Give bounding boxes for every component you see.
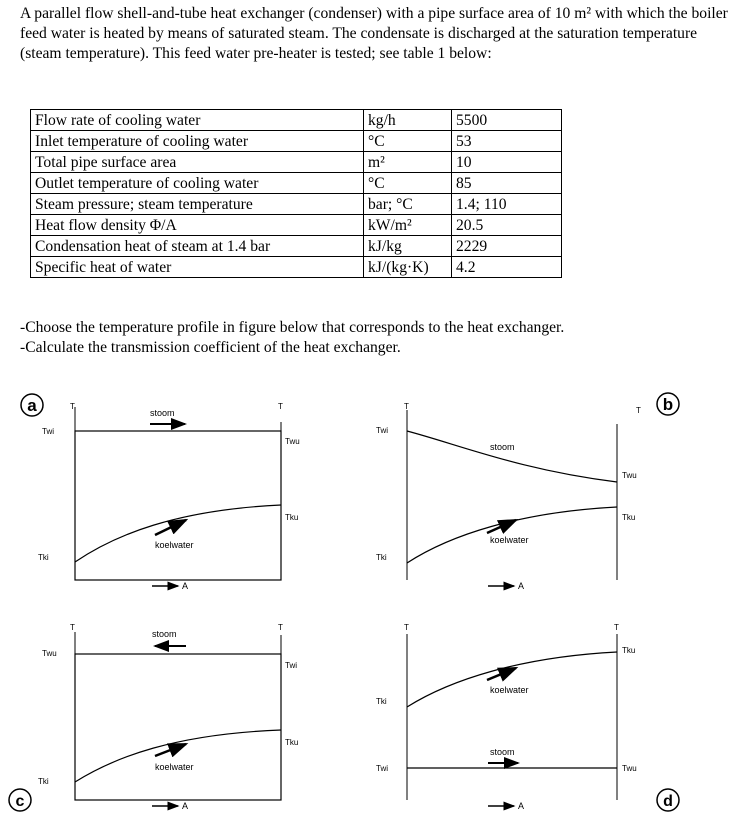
axis-label: T	[404, 623, 409, 632]
coolwater-flow-arrow	[487, 668, 516, 680]
temp-label-twu: Twu	[285, 437, 300, 446]
steam-label: stoom	[490, 442, 515, 452]
badge-a-label: a	[27, 396, 37, 415]
chart-frame	[75, 654, 281, 800]
coolwater-flow-arrow	[155, 520, 186, 535]
temp-label-twu: Twu	[622, 764, 637, 773]
task-item: -Calculate the transmission coefficient of the heat exchanger.	[20, 339, 401, 356]
table-cell-quantity: Outlet temperature of cooling water	[31, 173, 364, 194]
table-row	[31, 131, 562, 152]
coolwater-curve	[407, 652, 617, 707]
table-cell-value: 85	[452, 173, 562, 194]
coolwater-curve	[75, 505, 281, 562]
table-cell-unit: °C	[364, 131, 452, 152]
table-cell-quantity: Heat flow density Φ/A	[31, 215, 364, 236]
temp-label-twi: Twi	[376, 764, 388, 773]
table-cell-quantity: Total pipe surface area	[31, 152, 364, 173]
table-cell-value: 4.2	[452, 257, 562, 278]
table-row	[31, 194, 562, 215]
temp-label-tku: Tku	[285, 513, 299, 522]
table-cell-quantity: Inlet temperature of cooling water	[31, 131, 364, 152]
badge-c-label: c	[15, 793, 25, 810]
table-cell-unit: kJ/kg	[364, 236, 452, 257]
table-row	[31, 173, 562, 194]
coolwater-label: koelwater	[490, 535, 529, 545]
temp-label-tku: Tku	[285, 738, 299, 747]
problem-statement: A parallel flow shell-and-tube heat exchanger (condenser) with a pipe surface area of 10 m² with which the boiler feed water is heated by means of saturated steam. The condensate is discharged at the saturation temperature (steam temperature). This feed water pre-heater is tested; see table 1 below:	[20, 5, 728, 62]
table-cell-unit: kW/m²	[364, 215, 452, 236]
axis-label: T	[404, 402, 409, 411]
table-cell-quantity: Condensation heat of steam at 1.4 bar	[31, 236, 364, 257]
table-cell-unit: kg/h	[364, 110, 452, 131]
table-cell-unit: °C	[364, 173, 452, 194]
axis-label: T	[70, 402, 75, 411]
table-row	[31, 236, 562, 257]
table-row	[31, 257, 562, 278]
table-cell-value: 1.4; 110	[452, 194, 562, 215]
table-cell-unit: kJ/(kg·K)	[364, 257, 452, 278]
table-cell-value: 20.5	[452, 215, 562, 236]
table-row	[31, 110, 562, 131]
coolwater-label: koelwater	[155, 762, 194, 772]
badge-d-label: d	[663, 793, 673, 810]
temperature-profile-figure	[0, 380, 749, 831]
coolwater-curve	[75, 730, 281, 782]
area-label: A	[182, 801, 189, 811]
task-list	[20, 318, 564, 358]
axis-label: T	[278, 402, 283, 411]
steam-label: stoom	[490, 747, 515, 757]
panel-b	[376, 393, 679, 591]
temp-label-tku: Tku	[622, 646, 636, 655]
coolwater-label: koelwater	[155, 540, 194, 550]
steam-curve	[407, 431, 617, 482]
badge-b-label: b	[662, 395, 674, 414]
panel-a	[21, 394, 300, 591]
table-cell-unit: m²	[364, 152, 452, 173]
panel-d	[376, 623, 679, 811]
table-cell-value: 5500	[452, 110, 562, 131]
table-cell-value: 2229	[452, 236, 562, 257]
task-item: -Choose the temperature profile in figure below that corresponds to the heat exchanger.	[20, 319, 565, 336]
axis-label: T	[70, 623, 75, 632]
area-label: A	[518, 581, 525, 591]
data-table	[30, 109, 562, 278]
coolwater-label: koelwater	[490, 685, 529, 695]
table-cell-quantity: Flow rate of cooling water	[31, 110, 364, 131]
table-cell-unit: bar; °C	[364, 194, 452, 215]
temp-label-tki: Tki	[38, 777, 49, 786]
axis-label: T	[614, 623, 619, 632]
table-cell-quantity: Steam pressure; steam temperature	[31, 194, 364, 215]
steam-label: stoom	[150, 408, 175, 418]
table-cell-value: 53	[452, 131, 562, 152]
area-label: A	[182, 581, 189, 591]
temp-label-tki: Tki	[376, 553, 387, 562]
axis-label: T	[278, 623, 283, 632]
panel-c	[9, 623, 298, 811]
table-cell-value: 10	[452, 152, 562, 173]
steam-label: stoom	[152, 629, 177, 639]
figure-svg	[0, 380, 749, 831]
temp-label-twu: Twu	[42, 649, 57, 658]
temp-label-tku: Tku	[622, 513, 636, 522]
temp-label-twi: Twi	[376, 426, 388, 435]
table-cell-quantity: Specific heat of water	[31, 257, 364, 278]
temp-label-tki: Tki	[38, 553, 49, 562]
temp-label-tki: Tki	[376, 697, 387, 706]
table-row	[31, 215, 562, 236]
table-row	[31, 152, 562, 173]
axis-label: T	[636, 406, 641, 415]
temp-label-twu: Twu	[622, 471, 637, 480]
area-label: A	[518, 801, 525, 811]
chart-frame	[75, 431, 281, 580]
temp-label-twi: Twi	[42, 427, 54, 436]
temp-label-twi: Twi	[285, 661, 297, 670]
